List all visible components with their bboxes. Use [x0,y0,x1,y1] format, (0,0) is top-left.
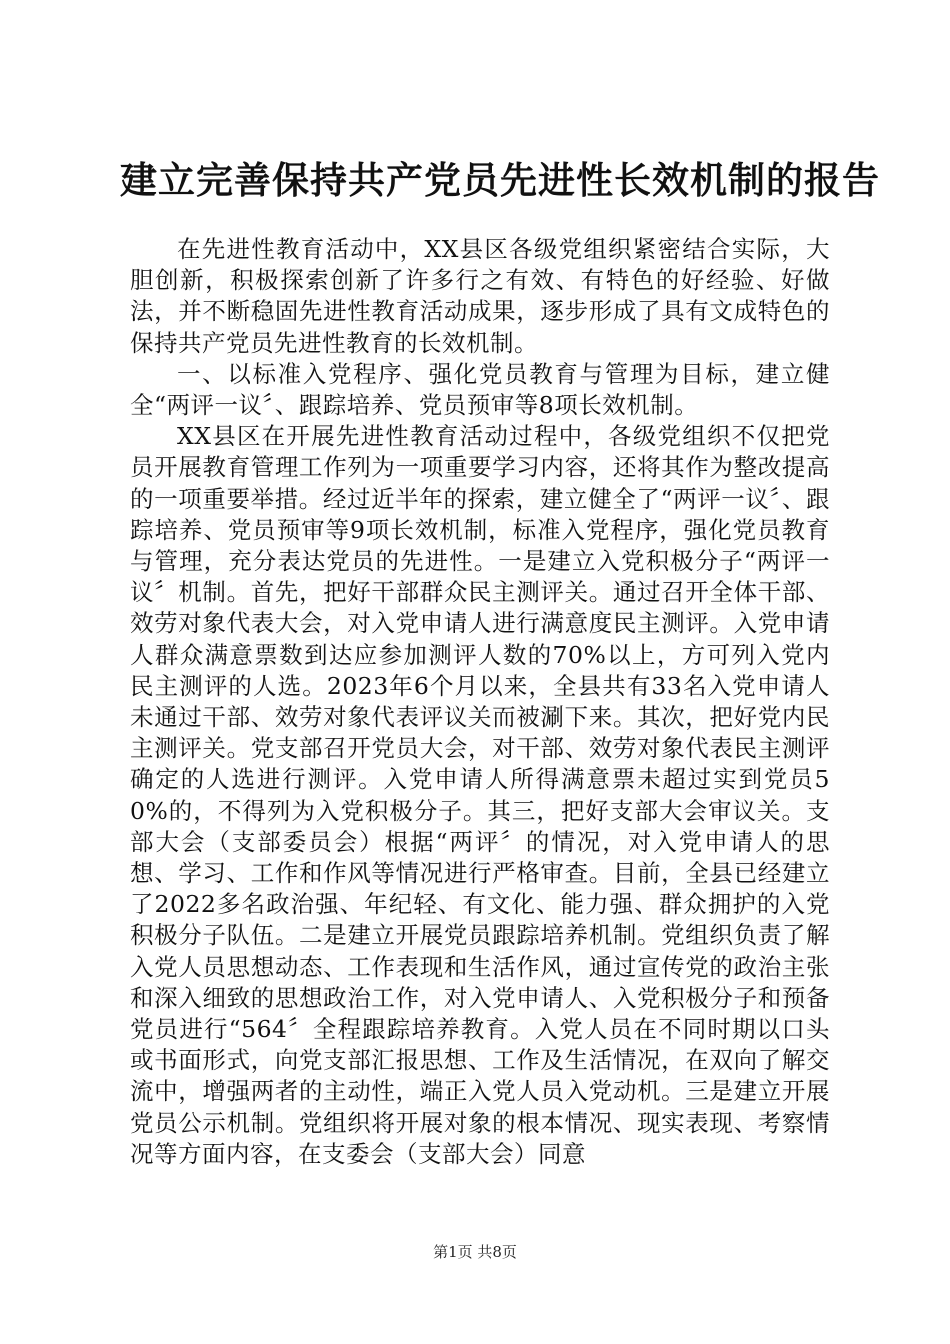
detail-paragraph: XX县区在开展先进性教育活动过程中，各级党组织不仅把党员开展教育管理工作列为一项重要学习内容，还将其作为整改提高的一项重要举措。经过近半年的探索，建立健全了“两评一议〞、跟踪培养、党员预审等9项长效机制，标准入党程序，强化党员教育与管理，充分表达党员的先进性。一是建立入党积极分子“两评一议〞机制。首先，把好干部群众民主测评关。通过召开全体干部、效劳对象代表大会，对入党申请人进行满意度民主测评。入党申请人群众满意票数到达应参加测评人数的70%以上，方可列入党内民主测评的人选。2023年6个月以来，全县共有33名入党申请人未通过干部、效劳对象代表评议关而被涮下来。其次，把好党内民主测评关。党支部召开党员大会，对干部、效劳对象代表民主测评确定的人选进行测评。入党申请人所得满意票未超过实到党员50%的，不得列为入党积极分子。其三，把好支部大会审议关。支部大会（支部委员会）根据“两评〞的情况，对入党申请人的思想、学习、工作和作风等情况进行严格审查。目前，全县已经建立了2022多名政治强、年纪轻、有文化、能力强、群众拥护的入党积极分子队伍。二是建立开展党员跟踪培养机制。党组织负责了解入党人员思想动态、工作表现和生活作风，通过宣传党的政治主张和深入细致的思想政治工作，对入党申请人、入党积极分子和预备党员进行“564〞全程跟踪培养教育。入党人员在不同时期以口头或书面形式，向党支部汇报思想、工作及生活情况，在双向了解交流中，增强两者的主动性，端正入党人员入党动机。三是建立开展党员公示机制。党组织将开展对象的根本情况、现实表现、考察情况等方面内容，在支委会（支部大会）同意 [130,422,830,1168]
document-title: 建立完善保持共产党员先进性长效机制的报告 [120,158,880,202]
section-heading-paragraph: 一、以标准入党程序、强化党员教育与管理为目标，建立健全“两评一议〞、跟踪培养、党员预审等8项长效机制。 [130,359,830,420]
intro-paragraph: 在先进性教育活动中，XX县区各级党组织紧密结合实际，大胆创新，积极探索创新了许多行之有效、有特色的好经验、好做法，并不断稳固先进性教育活动成果，逐步形成了具有文成特色的保持共产党员先进性教育的长效机制。 [130,235,830,357]
page-footer: 第1页 共8页 [433,1243,517,1261]
document-body [130,234,830,1170]
